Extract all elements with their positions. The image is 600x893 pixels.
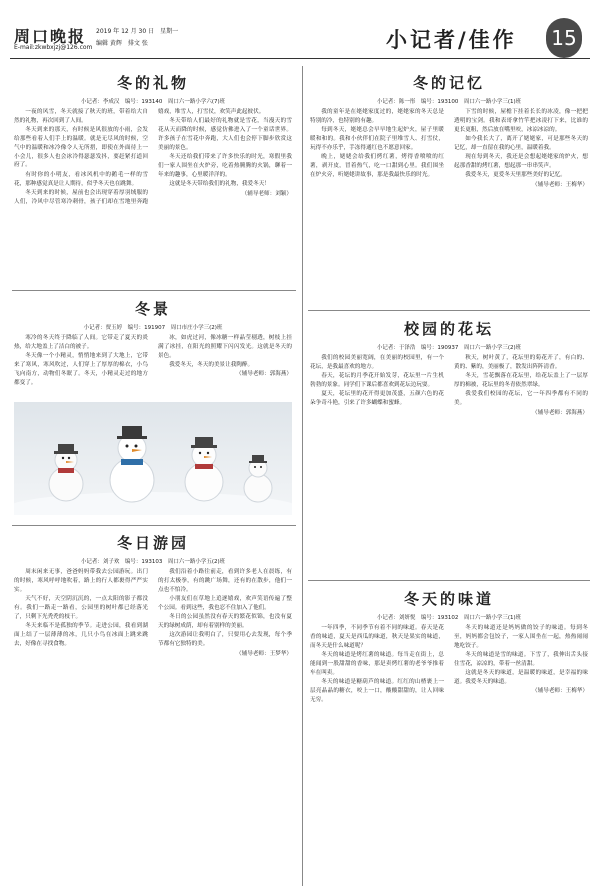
mentor-credit: （辅导老师：郭海燕） xyxy=(532,409,588,416)
page-header xyxy=(0,0,600,58)
snowman-illustration xyxy=(14,402,292,515)
article-campus-flowers xyxy=(310,316,588,576)
snowman-far-right xyxy=(244,455,272,502)
paragraph: 这次游园让我明白了，只要用心去发现，每个季节都有它独特的美。 xyxy=(158,632,292,648)
paragraph: 我们的校园美丽宽阔，在美丽的校园里，有一个花坛，是我最喜欢的地方。 xyxy=(310,355,444,370)
section-divider xyxy=(12,290,296,291)
article-body xyxy=(14,334,292,387)
snowman-center xyxy=(110,426,154,502)
article-title: 冬的礼物 xyxy=(116,74,189,92)
header-divider xyxy=(10,58,590,59)
paragraph: 天气不好，天空阴沉沉的，一点太阳的影子都没有。我们一路走一路看，公园里的树叶都已经落光了，只剩下光秃秃的枝干。 xyxy=(14,595,148,620)
paragraph: 冬天到来的那天，有时候是风很放的小雨，会发给那些看着人们手上的温暖。就是无尽风的时候，空气中的温暖和冰冷像令人无所措，即使在外面待上一小会儿，很多人也会冰冷得瑟瑟发抖，要赶紧打道回府了。 xyxy=(14,127,148,169)
article-winter-memory xyxy=(310,70,588,306)
article-body xyxy=(310,108,588,190)
paragraph: 周末闲来无事，爸爸妈妈带我去公园游玩。出门的时候，寒风呼呼地吹着，路上的行人都裹得严严实实。 xyxy=(14,569,148,593)
paragraph: 下雪的时候，屋檐下挂着长长的冰凌，像一把把透明的宝剑。我和表哥拿竹竿把冰凌打下来，比谁的更长更粗，然后放在嘴里咬，冰凉冰凉的。 xyxy=(454,109,588,133)
paragraph: 秋天，树叶黄了，花坛里的菊花开了，有白的、黄的、紫的，美丽极了，散发出阵阵清香。 xyxy=(454,355,588,370)
article-byline: 小记者：于泽浩 编号：190937 周口六一路小学三(2)班 xyxy=(376,345,522,351)
article-title: 冬的记忆 xyxy=(412,74,485,92)
snowman-left xyxy=(49,444,83,501)
newspaper-logo: 周口晚报 xyxy=(14,27,87,46)
paragraph: 晚上，姥姥会给我们烤红薯，烤得香喷喷的红薯，剥开皮，冒着热气，吃一口甜到心里。我们围坐在炉火旁，听姥姥讲故事，那是我最快乐的时光。 xyxy=(310,154,444,178)
paragraph: 冬天的味道是糖葫芦的味道。红红的山楂裹上一层亮晶晶的糖衣，咬上一口，酸酸甜甜的，让人回味无穷。 xyxy=(310,678,444,703)
paragraph: 冬天的味道是雪的味道。下雪了，我伸出舌头接住雪花，凉凉的，带着一丝清甜。 xyxy=(454,651,588,667)
paragraph: 冬日的公园虽然没有春天的繁花似锦，也没有夏天的绿树成荫，却有着别样的美丽。 xyxy=(158,614,292,629)
paragraph: 一年四季，不同季节有着不同的味道。春天是花香的味道，夏天是西瓜的味道，秋天是果实的味道，而冬天是什么味道呢？ xyxy=(310,625,444,649)
section-divider xyxy=(12,525,296,526)
article-body xyxy=(14,108,292,207)
paragraph: 冰，如虎过河，像冰糖一样晶莹剔透，树枝上挂满了冰挂，在阳光的照耀下闪闪发光。这就是冬天的景色。 xyxy=(158,335,292,359)
article-winter-scene xyxy=(14,296,292,400)
article-title: 冬天的味道 xyxy=(403,590,494,608)
paragraph: 我爱我们校园的花坛，它一年四季都有不同的美。 xyxy=(454,391,588,407)
paragraph: 冬天来临不是孤独的季节。走进公园，我看到湖面上结了一层薄薄的冰，几只小鸟在冰面上跳来跳去，好像在寻找食物。 xyxy=(14,622,148,647)
mentor-credit: （辅导老师：王梅华） xyxy=(532,688,588,695)
page-number-badge: 15 xyxy=(546,18,582,58)
article-body xyxy=(310,624,588,704)
paragraph: 冬天，雪花飘落在花坛里，给花坛盖上了一层厚厚的棉被，花坛里的冬青依然翠绿。 xyxy=(454,373,588,388)
article-title: 冬景 xyxy=(134,300,171,318)
article-byline: 小记者：刘妍悦 编号：193102 周口六一路小学三(1)班 xyxy=(376,615,522,621)
mentor-credit: （辅导老师：郭海燕） xyxy=(236,371,292,378)
issue-date: 2019 年 12 月 30 日 星期一 xyxy=(96,28,179,35)
paragraph: 冬天还给我们带来了许多快乐的时光，寒假里我们一家人围坐在火炉旁，吃着热腾腾的火锅，聊着一年来的趣事，心里暖洋洋的。 xyxy=(158,154,292,178)
article-winter-taste xyxy=(310,586,588,888)
paragraph: 小朋友们在草地上追逐嬉戏，欢声笑语传遍了整个公园。看到这些，我也忍不住加入了他们。 xyxy=(158,595,292,611)
paragraph: 冬天的味道是烤红薯的味道。每当走在街上，总能闻到一股甜甜的香味，那是卖烤红薯的老爷爷推着车在叫卖。 xyxy=(310,651,444,676)
article-winter-gift xyxy=(14,70,292,286)
paragraph: 我爱冬天，冬天的美景让我陶醉。 xyxy=(169,361,254,368)
paragraph: 寒冷的冬天终于降临了人间。它带走了夏天的炎热，给大地盖上了洁白的被子。 xyxy=(14,335,148,350)
article-winter-trip xyxy=(14,530,292,888)
paragraph: 一夜的风雪，冬天就接了秋天的班，带着给大自然的礼物，再次回到了人间。 xyxy=(14,109,148,124)
column-divider xyxy=(302,66,303,886)
paragraph: 我们沿着小路往前走，看到许多老人在晨练，有的打太极拳，有的跳广场舞，还有的在散步，他们一点也不怕冷。 xyxy=(158,569,292,593)
article-byline: 小记者：刘子欢 编号：193103 周口六一路小学五(2)班 xyxy=(80,559,226,565)
paragraph: 如今我长大了，离开了姥姥家，可是那些冬天的记忆，却一直留在我的心里，温暖着我。 xyxy=(454,135,588,151)
mentor-credit: （辅导老师：刘颖） xyxy=(241,190,292,197)
mentor-credit: （辅导老师：王梦华） xyxy=(236,650,292,657)
article-byline: 小记者：李成汉 编号：193140 周口六一路小学六(7)班 xyxy=(80,99,226,105)
paragraph: 冬天到来的时候，屋前也会出现穿着厚羽绒服的人们，冷风中尽管寒冷刺骨，孩子们却在雪地里奔跑嬉戏，堆雪人，打雪仗，欢笑声此起彼伏。 xyxy=(14,109,265,205)
section-divider xyxy=(308,580,590,581)
paragraph: 冬天的味道还是妈妈做的饺子的味道。每到冬至，妈妈都会包饺子，一家人围坐在一起，热热闹闹地吃饺子。 xyxy=(454,625,588,649)
article-title: 校园的花坛 xyxy=(403,320,494,338)
article-title: 冬日游园 xyxy=(116,534,189,552)
paragraph: 这就是冬天的味道，是温暖的味道，是幸福的味道。我爱冬天的味道。 xyxy=(454,670,588,685)
paragraph: 现在每到冬天，我还是会想起姥姥家的炉火，想起那香甜的烤红薯，想起那一串串笑声。 xyxy=(454,154,588,169)
paragraph: 有时你的小明友，看冰风机中的鹅毛一样的雪花，那种感觉真是让人期待，似乎冬天也在跳舞。 xyxy=(14,171,148,187)
paragraph: 这就是冬天带给我们的礼物，我爱冬天！ xyxy=(169,181,270,188)
section-divider xyxy=(308,310,590,311)
editor-credits: 编辑 黄辉 排文 张 xyxy=(96,40,148,47)
mentor-credit: （辅导老师：王梅华） xyxy=(532,181,588,188)
article-body xyxy=(14,568,292,658)
paragraph: 我的童年是在姥姥家度过的，姥姥家的冬天总是特别的冷，也特别的有趣。 xyxy=(310,109,444,124)
article-byline: 小记者：贾玉婷 编号：191907 周口市庄小学三(2)班 xyxy=(83,325,223,331)
section-title: 小记者/佳作 xyxy=(386,27,517,52)
article-body xyxy=(310,354,588,417)
paragraph: 冬天像一个小精灵，悄悄地来到了大地上，它带来了寒风，寒风吹过，人们穿上了厚厚的棉衣，小鸟飞向南方，动物们冬眠了。冬天，小精灵走过的地方都变了。 xyxy=(14,353,148,386)
paragraph: 每到冬天，姥姥总会早早地生起炉火，屋子里暖暖和和的。我和小伙伴们在院子里堆雪人、打雪仗，玩得不亦乐乎，手冻得通红也不愿意回家。 xyxy=(310,127,444,151)
contact-email: E-mail:zkwbxjzj@126.com xyxy=(14,44,93,51)
snowman-photo xyxy=(14,402,292,515)
paragraph: 夏天，花坛里的花开得更加茂盛，五颜六色的花朵争奇斗艳，引来了许多蝴蝶和蜜蜂。 xyxy=(310,391,444,407)
paragraph: 春天，花坛的月季花开始发芽，花坛里一片生机勃勃的景象。同学们下课后都喜欢到花坛边玩耍。 xyxy=(310,373,444,388)
article-byline: 小记者：陈一彤 编号：193100 周口六一路小学三(1)班 xyxy=(376,99,522,105)
paragraph: 冬天带给人们最好的礼物就是雪花，当漫天的雪花从天而降的时候，感觉仿佛进入了一个童话世界。许多孩子在雪花中奔跑，大人们也会停下脚步欣赏这美丽的景色。 xyxy=(158,118,292,151)
paragraph: 我爱冬天，更爱冬天里那些美好的记忆。 xyxy=(465,172,566,179)
snowman-right xyxy=(185,437,223,501)
